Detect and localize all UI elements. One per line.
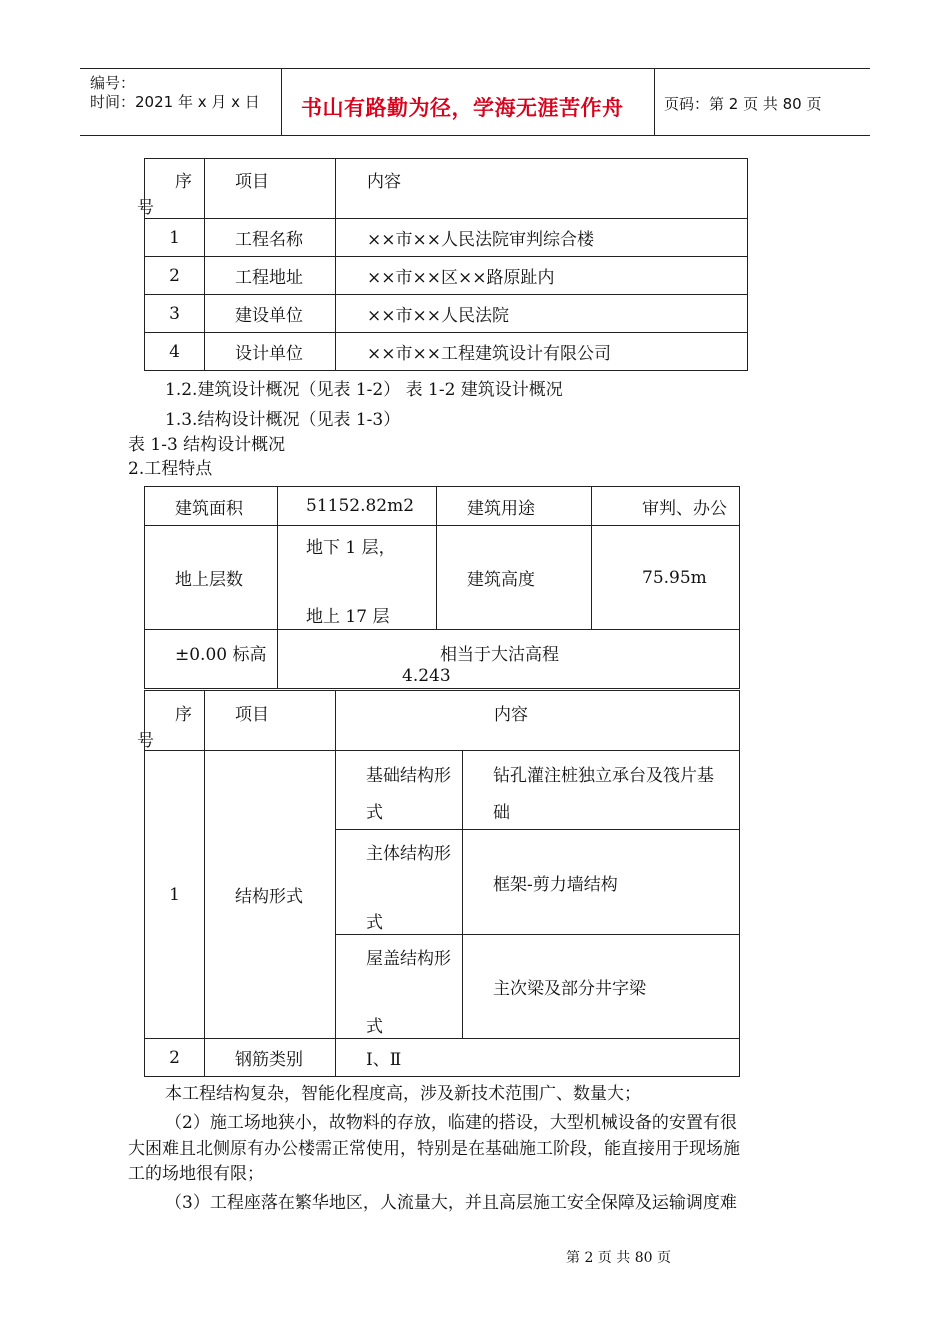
table-row: [145, 333, 748, 371]
elevation-label: ±0.00 标高: [175, 645, 267, 665]
table3-row1-item: 结构形式: [205, 751, 336, 1039]
height-value: 75.95m: [592, 526, 740, 630]
roof-structure-name-line2: 式: [366, 1017, 383, 1037]
use-value: 审判、办公: [592, 487, 740, 526]
floors-value: [278, 526, 437, 630]
header-top-rule: [80, 68, 870, 69]
table1-row4-item: 设计单位: [205, 333, 336, 371]
paragraph-structure-design: 1.3.结构设计概况（见表 1-3）: [165, 410, 401, 430]
table3-header-seq-top: 序: [175, 705, 192, 725]
table1-row1-seq: 1: [145, 219, 205, 257]
area-label: 建筑面积: [145, 487, 278, 526]
elevation-value-line1: 相当于大沽高程: [440, 645, 559, 665]
table3-header-content: [336, 691, 740, 751]
structure-design-table: [137, 690, 740, 1077]
table1-header-item-text: 项目: [235, 172, 269, 192]
body-line-5: （3）工程座落在繁华地区，人流量大，并且高层施工安全保障及运输调度难: [165, 1193, 737, 1213]
body-line-2: （2）施工场地狭小，故物料的存放，临建的搭设，大型机械设备的安置有很: [165, 1113, 737, 1133]
table1-header-seq-top: 序: [175, 172, 192, 192]
foundation-name: [336, 751, 463, 830]
table3-row2-content: Ⅰ、Ⅱ: [336, 1039, 740, 1077]
header-divider-right: [654, 68, 655, 135]
table-row: [145, 295, 748, 333]
building-overview-table: [144, 486, 740, 689]
paragraph-section-heading: 2.工程特点: [128, 459, 213, 479]
project-info-table: [137, 158, 748, 371]
floors-value-line1: 地下 1 层，: [306, 538, 396, 558]
header-bottom-rule: [80, 135, 870, 136]
table1-row2-item: 工程地址: [205, 257, 336, 295]
table3-header-item: [205, 691, 336, 751]
table1-header-item: [205, 159, 336, 219]
foundation-name-line2: 式: [366, 803, 383, 823]
paragraph-table-caption: 表 1-3 结构设计概况: [128, 435, 286, 455]
table1-row4-content: ××市××工程建筑设计有限公司: [336, 333, 748, 371]
table1-row3-seq: 3: [145, 295, 205, 333]
table1-row2-seq: 2: [145, 257, 205, 295]
header-motto: 书山有路勤为径，学海无涯苦作舟: [301, 96, 624, 120]
table3-header-item-text: 项目: [235, 705, 269, 725]
table-row: [145, 751, 740, 830]
table3-header-seq-bottom: 号: [137, 731, 154, 751]
elevation-value-cell: [278, 630, 740, 689]
area-value: 51152.82m2: [278, 487, 437, 526]
header-time-label: 时间：2021 年 x 月 x 日: [90, 93, 260, 111]
header-number-label: 编号：: [90, 74, 136, 92]
body-line-4: 工的场地很有限；: [128, 1164, 264, 1184]
main-structure-name-line2: 式: [366, 913, 383, 933]
page-footer: 第 2 页 共 80 页: [566, 1250, 671, 1266]
floors-value-line2: 地上 17 层: [306, 607, 390, 627]
elevation-label-cell: [145, 630, 278, 689]
header-page-label: 页码：第 2 页 共 80 页: [664, 95, 822, 113]
table-row: [145, 1039, 740, 1077]
table3-header-content-text: 内容: [494, 705, 528, 725]
table1-row1-item: 工程名称: [205, 219, 336, 257]
roof-structure-name-line1: 屋盖结构形: [366, 949, 451, 969]
main-structure-value: 框架-剪力墙结构: [463, 830, 740, 935]
main-structure-name: [336, 830, 463, 935]
table1-row3-content: ××市××人民法院: [336, 295, 748, 333]
table1-row2-content: ××市××区××路原趾内: [336, 257, 748, 295]
height-label: 建筑高度: [437, 526, 592, 630]
foundation-name-line1: 基础结构形: [366, 766, 451, 786]
foundation-value-line1: 钻孔灌注桩独立承台及筏片基: [493, 766, 714, 786]
body-line-1: 本工程结构复杂，智能化程度高，涉及新技术范围广、数量大；: [165, 1084, 641, 1104]
table1-row1-content: ××市××人民法院审判综合楼: [336, 219, 748, 257]
table1-header-seq-bottom: 号: [137, 198, 154, 218]
table1-header-seq: [137, 159, 205, 219]
roof-structure-value: 主次梁及部分井字梁: [463, 935, 740, 1039]
floors-label: 地上层数: [145, 526, 278, 630]
elevation-value-line2: 4.243: [402, 666, 451, 686]
table3-row2-seq: 2: [145, 1039, 205, 1077]
table1-header-content: [336, 159, 748, 219]
use-label: 建筑用途: [437, 487, 592, 526]
table-row: [145, 257, 748, 295]
table3-row1-seq: 1: [145, 751, 205, 1039]
paragraph-building-design: 1.2.建筑设计概况（见表 1-2） 表 1-2 建筑设计概况: [165, 380, 563, 400]
table-row: [145, 219, 748, 257]
table1-row4-seq: 4: [145, 333, 205, 371]
header-divider-left: [281, 68, 282, 135]
main-structure-name-line1: 主体结构形: [366, 844, 451, 864]
table3-row2-item: 钢筋类别: [205, 1039, 336, 1077]
body-line-3: 大困难且北侧原有办公楼需正常使用，特别是在基础施工阶段，能直接用于现场施: [128, 1139, 740, 1159]
table1-header-content-text: 内容: [367, 172, 401, 192]
foundation-value-line2: 础: [493, 803, 510, 823]
table3-header-seq: [137, 691, 205, 751]
foundation-value: [463, 751, 740, 830]
roof-structure-name: [336, 935, 463, 1039]
table1-row3-item: 建设单位: [205, 295, 336, 333]
